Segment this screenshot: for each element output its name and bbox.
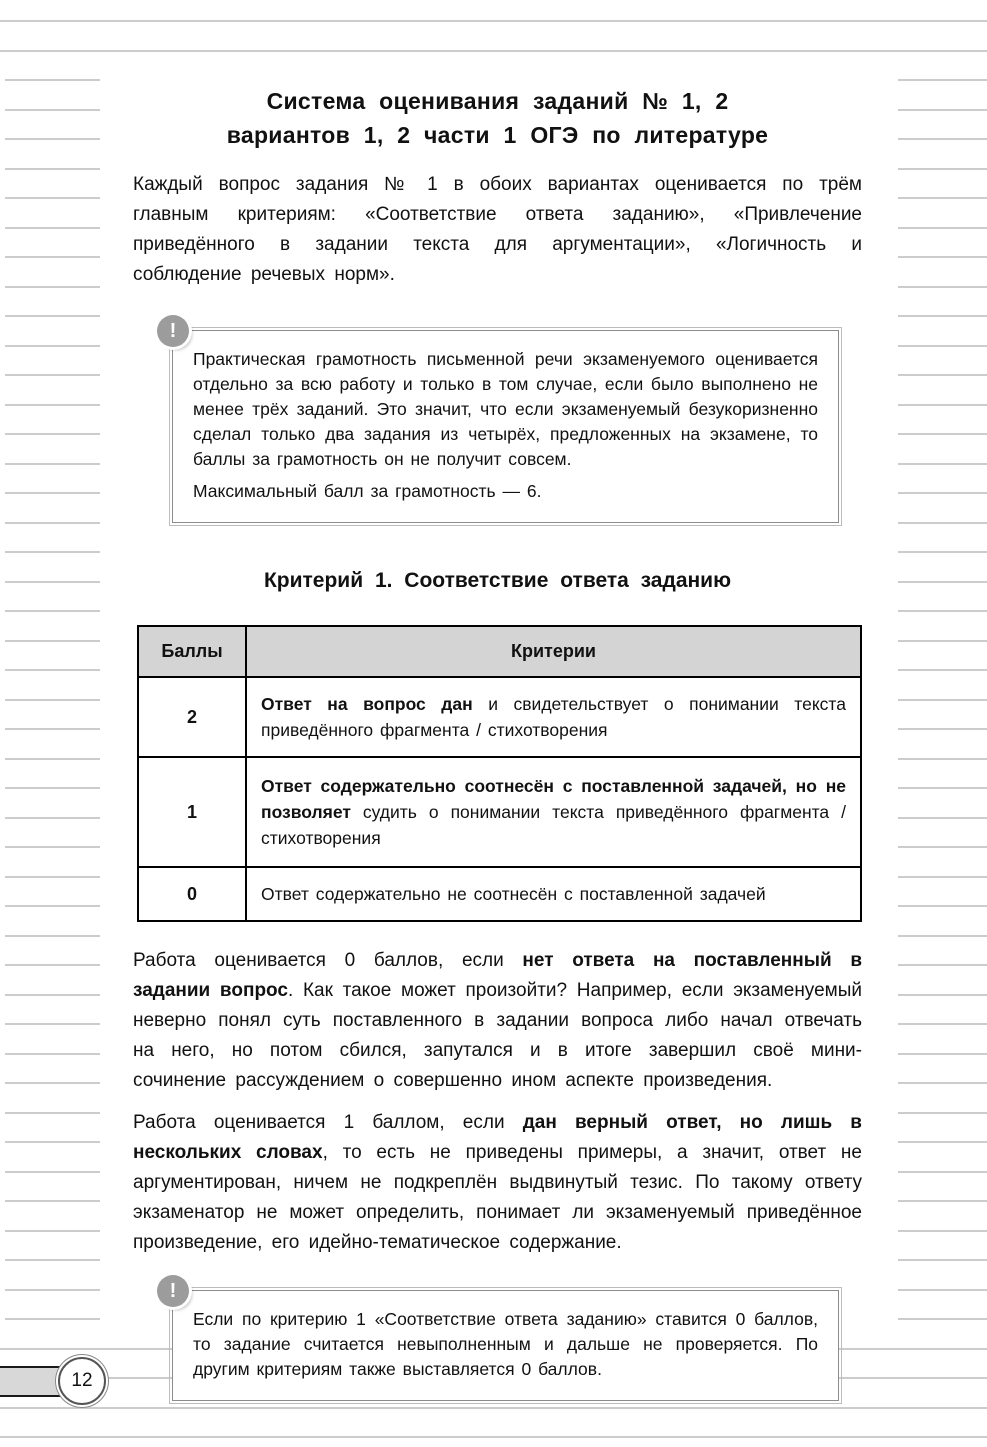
ruled-line bbox=[898, 1289, 987, 1291]
ruled-line bbox=[5, 315, 100, 317]
score-cell: 1 bbox=[138, 757, 246, 867]
score-cell: 2 bbox=[138, 677, 246, 757]
ruled-line bbox=[5, 1053, 100, 1055]
ruled-line bbox=[898, 728, 987, 730]
ruled-line bbox=[898, 1023, 987, 1025]
paragraph-text: Работа оценивается 0 баллов, если bbox=[133, 950, 523, 971]
ruled-line bbox=[898, 1318, 987, 1320]
criteria-rest-text: судить о понимании текста приведённого фрагмента / стихотворения bbox=[261, 802, 846, 848]
ruled-line bbox=[5, 1289, 100, 1291]
ruled-line bbox=[0, 50, 987, 52]
column-header-score: Баллы bbox=[138, 626, 246, 677]
ruled-line bbox=[5, 699, 100, 701]
ruled-line bbox=[898, 1171, 987, 1173]
ruled-line bbox=[5, 227, 100, 229]
ruled-line bbox=[898, 581, 987, 583]
ruled-line bbox=[0, 1407, 987, 1409]
ruled-line bbox=[5, 522, 100, 524]
ruled-line bbox=[898, 227, 987, 229]
ruled-line bbox=[898, 964, 987, 966]
ruled-line bbox=[898, 876, 987, 878]
paragraph-text: . Как такое может произойти? Например, если экзаменуемый неверно понял суть поставленного в задании вопроса либо начал отвечать на него, но потом сбился, запутался и в итоге завершил своё мини-сочинение рассуждением о совершенно ином аспекте произведения. bbox=[133, 980, 862, 1091]
ruled-line bbox=[898, 758, 987, 760]
ruled-line bbox=[898, 994, 987, 996]
note-text: Если по критерию 1 «Соответствие ответа заданию» ставится 0 баллов, то задание считается невыполненным и дальше не проверяется. По другим критериям также выставляется 0 баллов. bbox=[193, 1309, 818, 1379]
table-row bbox=[138, 677, 861, 757]
exclamation-icon: ! bbox=[157, 1275, 189, 1307]
ruled-line bbox=[5, 404, 100, 406]
paragraph-score-0 bbox=[133, 946, 862, 1096]
criteria-cell bbox=[246, 867, 861, 921]
ruled-line bbox=[5, 286, 100, 288]
ruled-line bbox=[898, 669, 987, 671]
ruled-line bbox=[898, 286, 987, 288]
ruled-line bbox=[5, 1082, 100, 1084]
criteria-cell bbox=[246, 677, 861, 757]
ruled-line bbox=[5, 1259, 100, 1261]
ruled-line bbox=[898, 109, 987, 111]
ruled-line bbox=[898, 787, 987, 789]
ruled-line bbox=[5, 551, 100, 553]
page-title bbox=[133, 84, 862, 152]
page-title-line1: Система оценивания заданий № 1, 2 bbox=[266, 88, 729, 114]
exclamation-icon: ! bbox=[157, 315, 189, 347]
ruled-line bbox=[898, 846, 987, 848]
ruled-line bbox=[898, 1259, 987, 1261]
ruled-line bbox=[5, 345, 100, 347]
paragraph-text: Работа оценивается 1 баллом, если bbox=[133, 1112, 523, 1133]
ruled-line bbox=[5, 492, 100, 494]
paragraph-bold-text: дан верный ответ, но лишь в нескольких словах bbox=[133, 1112, 862, 1163]
ruled-line bbox=[5, 197, 100, 199]
ruled-line bbox=[5, 610, 100, 612]
table-header-row bbox=[138, 626, 861, 677]
ruled-line bbox=[898, 1082, 987, 1084]
table-row bbox=[138, 867, 861, 921]
page-number: 12 bbox=[71, 1370, 93, 1391]
page-number-badge bbox=[58, 1357, 106, 1405]
ruled-line bbox=[5, 138, 100, 140]
ruled-line bbox=[5, 79, 100, 81]
paragraph-text: , то есть не приведены примеры, а значит, ответ не аргументирован, ничем не подкреплён выдвинутый тезис. По такому ответу экзаменатор не может определить, понимает ли экзаменуемый приведённое произведение, его идейно-тематическое содержание. bbox=[133, 1142, 862, 1253]
intro-paragraph: Каждый вопрос задания № 1 в обоих вариантах оценивается по трём главным критериям: «Соответствие ответа заданию», «Привлечение приведённого в задании текста для аргументации», «Логичность и соблюдение речевых норм». bbox=[133, 174, 862, 285]
column-header-criteria: Критерии bbox=[246, 626, 861, 677]
criteria-table bbox=[137, 625, 862, 922]
criteria-rest-text: и свидетельствует о понимании текста приведённого фрагмента / стихотворения bbox=[261, 694, 846, 740]
ruled-line bbox=[5, 1200, 100, 1202]
page-content bbox=[133, 78, 862, 1401]
ruled-line bbox=[5, 1318, 100, 1320]
ruled-line bbox=[5, 846, 100, 848]
ruled-line bbox=[898, 256, 987, 258]
note-box-criterion1 bbox=[169, 1279, 839, 1401]
ruled-line bbox=[5, 758, 100, 760]
ruled-line bbox=[5, 109, 100, 111]
ruled-line bbox=[5, 463, 100, 465]
ruled-line bbox=[898, 905, 987, 907]
ruled-line bbox=[898, 1112, 987, 1114]
score-cell: 0 bbox=[138, 867, 246, 921]
ruled-line bbox=[898, 522, 987, 524]
ruled-line bbox=[898, 345, 987, 347]
criteria-cell bbox=[246, 757, 861, 867]
ruled-line bbox=[898, 817, 987, 819]
ruled-line bbox=[5, 787, 100, 789]
criteria-rest-text: Ответ содержательно не соотнесён с поставленной задачей bbox=[261, 884, 766, 904]
ruled-line bbox=[898, 138, 987, 140]
ruled-line bbox=[898, 640, 987, 642]
ruled-line bbox=[5, 581, 100, 583]
ruled-line bbox=[898, 551, 987, 553]
criteria-bold-text: Ответ на вопрос дан bbox=[261, 694, 473, 714]
ruled-line bbox=[5, 1141, 100, 1143]
ruled-line bbox=[898, 404, 987, 406]
ruled-line bbox=[5, 1171, 100, 1173]
ruled-line bbox=[0, 20, 987, 22]
ruled-line bbox=[898, 1200, 987, 1202]
paragraph-bold-text: нет ответа на поставленный в задании вопрос bbox=[133, 950, 862, 1001]
ruled-line bbox=[5, 640, 100, 642]
ruled-line bbox=[5, 374, 100, 376]
note-text: Практическая грамотность письменной речи экзаменуемого оценивается отдельно за всю работу и только в том случае, если было выполнено не менее трёх заданий. Это значит, что если экзаменуемый безукоризненно сделал только два задания из четырёх, предложенных на экзамене, то баллы за грамотность он не получит совсем. bbox=[193, 349, 818, 469]
criteria-bold-text: Ответ содержательно соотнесён с поставленной задачей, но не позволяет bbox=[261, 776, 846, 822]
ruled-line bbox=[5, 817, 100, 819]
paragraph-score-1 bbox=[133, 1108, 862, 1258]
ruled-line bbox=[5, 433, 100, 435]
ruled-line bbox=[5, 1023, 100, 1025]
ruled-line bbox=[5, 669, 100, 671]
ruled-line bbox=[898, 492, 987, 494]
ruled-line bbox=[898, 374, 987, 376]
ruled-line bbox=[5, 1230, 100, 1232]
ruled-line bbox=[898, 1230, 987, 1232]
ruled-line bbox=[898, 463, 987, 465]
ruled-line bbox=[898, 610, 987, 612]
ruled-line bbox=[898, 935, 987, 937]
ruled-line bbox=[5, 1112, 100, 1114]
ruled-line bbox=[898, 1053, 987, 1055]
ruled-line bbox=[898, 79, 987, 81]
table-row bbox=[138, 757, 861, 867]
note-max-score-text: Максимальный балл за грамотность — 6. bbox=[193, 481, 542, 501]
ruled-line bbox=[898, 699, 987, 701]
section-heading: Критерий 1. Соответствие ответа заданию bbox=[263, 569, 732, 592]
ruled-line bbox=[898, 168, 987, 170]
ruled-line bbox=[5, 256, 100, 258]
ruled-line bbox=[898, 197, 987, 199]
ruled-line bbox=[898, 315, 987, 317]
ruled-line bbox=[5, 168, 100, 170]
ruled-line bbox=[898, 433, 987, 435]
ruled-line bbox=[5, 876, 100, 878]
ruled-line bbox=[0, 1436, 987, 1438]
ruled-line bbox=[5, 935, 100, 937]
ruled-line bbox=[5, 994, 100, 996]
ruled-line bbox=[898, 1141, 987, 1143]
note-box-grammar bbox=[169, 319, 839, 523]
ruled-line bbox=[5, 728, 100, 730]
ruled-line bbox=[5, 964, 100, 966]
page-title-line2: вариантов 1, 2 части 1 ОГЭ по литературе bbox=[226, 122, 769, 148]
ruled-line bbox=[5, 905, 100, 907]
